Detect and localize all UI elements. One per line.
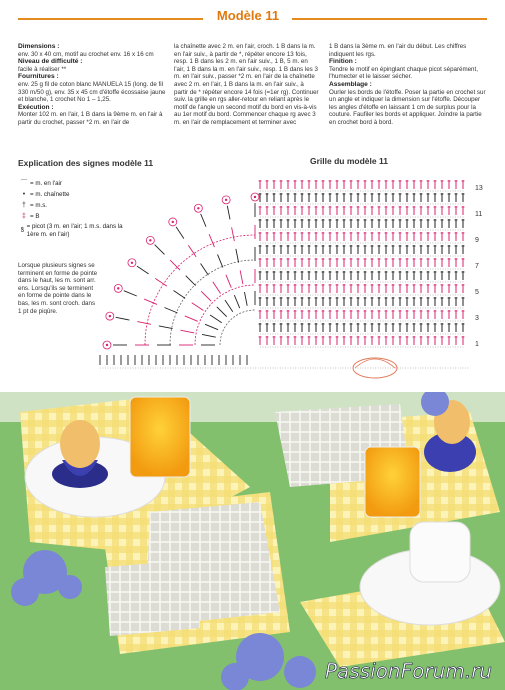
chart-stitch xyxy=(217,254,222,267)
row-number: 5 xyxy=(475,289,479,296)
page-header xyxy=(0,0,505,36)
legend-symbol: • xyxy=(22,190,26,198)
chart-stitch xyxy=(226,275,231,288)
legend-label: = picot (3 m. en l'air; 1 m.s. dans la 1ère m. en l'air) xyxy=(26,223,123,238)
chart-picot-center xyxy=(131,262,133,264)
chart-stitch xyxy=(213,282,221,294)
header-rule-left xyxy=(18,18,203,20)
legend-symbol: ‡ xyxy=(22,212,26,220)
chart-stitch xyxy=(176,227,184,239)
legend-label: = m. chaînette xyxy=(30,190,70,198)
chart-stitch xyxy=(137,322,151,325)
watermark: PassionForum.ru xyxy=(324,659,492,683)
chart-stitch xyxy=(180,330,194,333)
chart-stitch xyxy=(159,326,173,329)
chart-stitch xyxy=(209,234,214,247)
chart-picot-center xyxy=(149,239,151,241)
page-title: Modèle 11 xyxy=(216,8,280,23)
chart-stitch xyxy=(201,264,209,276)
crochet-chart xyxy=(90,160,490,390)
chart-picot-center xyxy=(172,221,174,223)
row-number: 13 xyxy=(475,185,483,192)
chart-stitch xyxy=(170,260,180,270)
chart-stitch xyxy=(186,276,196,286)
section-heading: Exécution : xyxy=(18,103,54,111)
legend-label: = B xyxy=(30,212,40,220)
chart-picot-center xyxy=(109,315,111,317)
chart-stitch xyxy=(244,292,247,306)
instructions-column-3 xyxy=(329,43,489,127)
column-2-text: la chaînette avec 2 m. en l'air, croch. 1 B dans la m. en l'air suiv., à partir de *, répéter encore 13 fois, resp. 1 B dans les 2 m. en l'air suiv., 1 B, 5 m. en l'air, 1 B dans la m. en l'air suiv., resp. 1 B dans les 3 m. en l'air suiv., passer *2 m. en l'air de la chaînette avec 2 m. en l'air, 1 B dans la m. en l'air suiv., à partir de * répéter encore 14 fois (=1er rg). Continuer suiv. la grille en rgs aller-retour en reliant après le motif de l'angle un second motif du bord en vis-à-vis au 1er motif du bord. Commencer chaque rg avec 3 m. en l'air de remplacement et terminer avec xyxy=(174,43,319,126)
chart-stitch xyxy=(201,214,206,227)
row-number: 3 xyxy=(475,315,479,322)
chart-stitch xyxy=(232,227,235,241)
section-heading: Finition : xyxy=(329,58,357,66)
chart-stitch xyxy=(201,291,211,301)
chart-stitch xyxy=(225,300,233,312)
legend-note: Lorsque plusieurs signes se terminent en forme de pointe dans le haut, les m. sont arr. ens. Lorsqu'ils se terminent en forme de pointe dans le bas, les m. sont croch. dans 1 pt de piqûre. xyxy=(18,262,98,315)
section-heading: Dimensions : xyxy=(18,43,60,50)
legend-label: = m. en l'air xyxy=(30,179,62,187)
chart-stitch xyxy=(144,299,157,304)
chart-stitch xyxy=(124,291,137,296)
legend-symbol: ⌒ xyxy=(20,179,28,187)
table-photo xyxy=(0,392,505,690)
chart-stitch xyxy=(155,245,165,255)
section-text: Tendre le motif en épinglant chaque picot séparément, l'humecter et le laisser sécher. xyxy=(329,65,478,81)
chart-picot-center xyxy=(106,344,108,346)
section-text: facile à réaliser ** xyxy=(18,65,67,73)
section-text: env. 30 x 40 cm, motif au crochet env. 16 x 16 cm xyxy=(18,50,154,58)
chart-stitch xyxy=(236,249,239,263)
chart-stitch xyxy=(217,307,227,317)
instructions-column-2 xyxy=(174,43,319,127)
chart-stitch xyxy=(174,291,186,299)
chart-stitch xyxy=(210,315,222,323)
chart-stitch xyxy=(240,270,243,284)
chart-picot-center xyxy=(197,207,199,209)
legend-symbol: † xyxy=(22,201,26,209)
row-number: 7 xyxy=(475,263,479,270)
chart-picot-center xyxy=(225,199,227,201)
chart-stitch xyxy=(192,303,204,311)
section-heading: Assemblage : xyxy=(329,80,372,88)
legend-title: Explication des signes modèle 11 xyxy=(18,158,154,168)
juice-glass-right xyxy=(365,447,420,517)
header-rule-right xyxy=(292,18,487,20)
chart-stitch xyxy=(234,295,239,308)
chart-picot-center xyxy=(254,196,256,198)
chart-stitch xyxy=(185,316,198,321)
row-number: 9 xyxy=(475,237,479,244)
section-heading: Fournitures : xyxy=(18,73,59,81)
chart-stitch xyxy=(164,307,177,312)
legend-label: = m.s. xyxy=(30,201,48,209)
chart-stitch xyxy=(205,324,218,329)
legend-symbol: ꝸ xyxy=(20,227,25,235)
chart-stitch xyxy=(116,317,130,320)
grid-title: Grille du modèle 11 xyxy=(310,156,388,166)
section-text: 1 B dans la 3ème m. en l'air du début. Les chiffres indiquent les rgs. xyxy=(329,43,467,58)
chart-picot-center xyxy=(117,287,119,289)
row-number: 11 xyxy=(475,211,483,218)
section-heading: Niveau de difficulté : xyxy=(18,58,83,66)
section-text: Ourler les bords de l'étoffe. Poser la partie en crochet sur un angle et indiquer la dimension sur l'étoffe. Découper les angles d'étoffe en laissant 1 cm de surplus pour la couture. Faufiler les bords et appliquer. Joindre la partie en crochet bord à bord. xyxy=(329,88,486,126)
juice-glass-left xyxy=(130,397,190,477)
section-text: Monter 102 m. en l'air, 1 B dans la 9ème m. en l'air à partir du crochet, passer *2 m. en l'air de xyxy=(18,111,163,126)
row-number: 1 xyxy=(475,341,479,348)
section-text: env. 25 g fil de coton blanc MANUELA 15 (long. de fil 330 m/50 g), env. 35 x 45 cm d'étoffe écossaise jaune et blanche, 1 crochet No 1 – 1,25. xyxy=(18,80,166,104)
egg-left xyxy=(60,420,100,468)
chart-stitch xyxy=(202,334,216,337)
instructions-column-1 xyxy=(18,43,168,127)
chart-stitch xyxy=(227,206,230,220)
chart-stitch xyxy=(137,266,149,274)
